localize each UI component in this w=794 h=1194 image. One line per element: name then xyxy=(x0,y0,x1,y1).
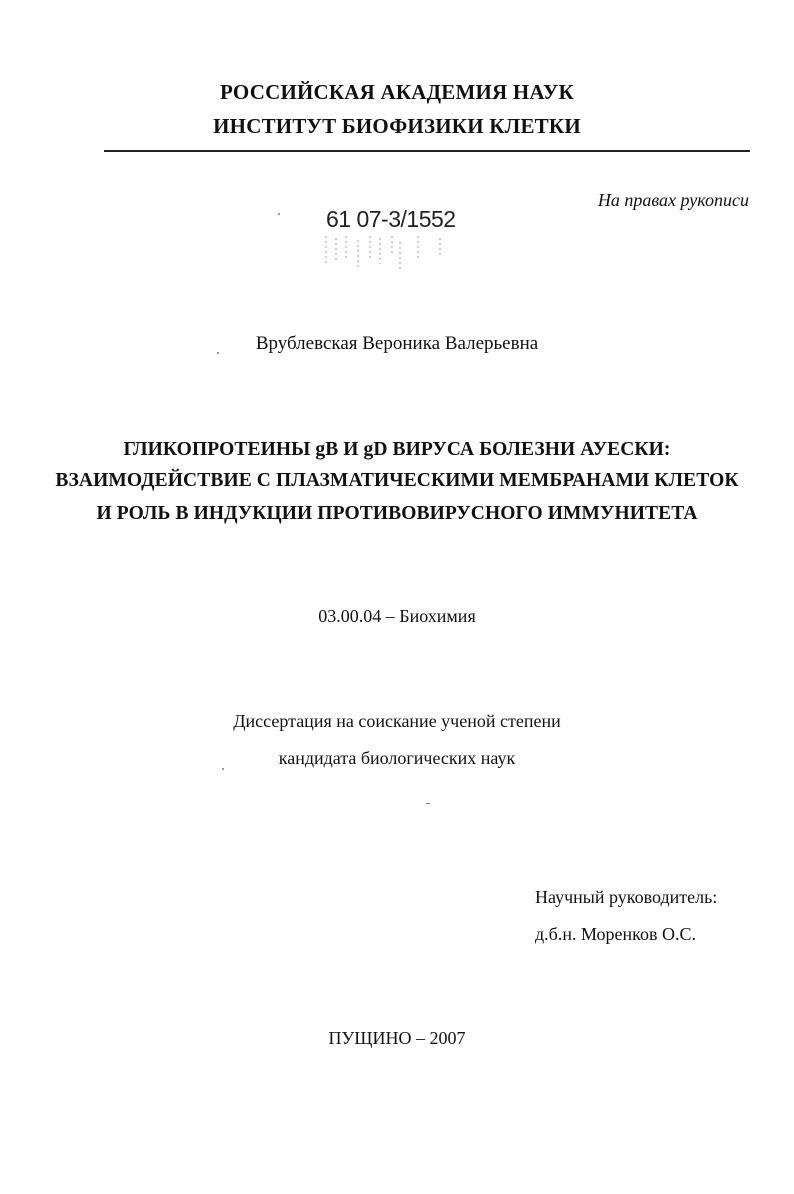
thesis-title-line-1: ГЛИКОПРОТЕИНЫ gB И gD ВИРУСА БОЛЕЗНИ АУЕСКИ: xyxy=(123,439,671,460)
scan-speck xyxy=(278,213,280,215)
author-name: Врублевская Вероника Валерьевна xyxy=(255,333,539,354)
supervisor-name: д.б.н. Моренков О.С. xyxy=(535,924,696,944)
institute-name: ИНСТИТУТ БИОФИЗИКИ КЛЕТКИ xyxy=(213,114,581,138)
library-stamp: 61 07-3/1552 xyxy=(326,206,456,232)
thesis-title-line-2: ВЗАИМОДЕЙСТВИЕ С ПЛАЗМАТИЧЕСКИМИ МЕМБРАНАМИ КЛЕТОК xyxy=(55,470,739,491)
header-divider xyxy=(104,150,750,152)
degree-line-1: Диссертация на соискание ученой степени xyxy=(233,711,561,731)
specialty-code: 03.00.04 – Биохимия xyxy=(318,606,476,626)
city-year: ПУЩИНО – 2007 xyxy=(328,1028,466,1048)
academy-name: РОССИЙСКАЯ АКАДЕМИЯ НАУК xyxy=(220,80,574,104)
thesis-title-line-3: И РОЛЬ В ИНДУКЦИИ ПРОТИВОВИРУСНОГО ИММУНИТЕТА xyxy=(96,503,698,524)
supervisor-label: Научный руководитель: xyxy=(535,887,718,907)
stamp-barcode-marks xyxy=(322,234,452,270)
degree-line-2: кандидата биологических наук xyxy=(278,748,516,768)
rights-note: На правах рукописи xyxy=(597,190,749,210)
scan-speck xyxy=(426,803,430,804)
